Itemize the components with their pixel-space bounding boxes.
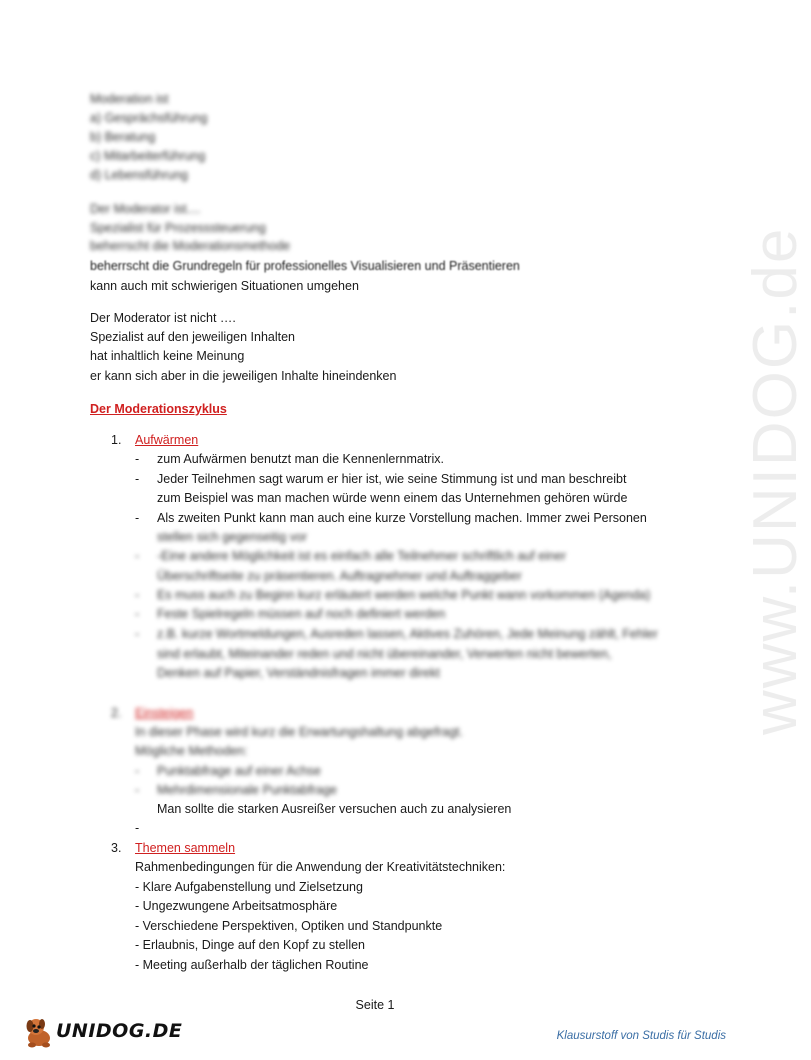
text-line: Rahmenbedingungen für die Anwendung der Kreativitätstechniken: bbox=[135, 860, 506, 874]
list-number: 1. bbox=[111, 433, 122, 447]
logo-text: UNIDOG.DE bbox=[56, 1020, 183, 1042]
text-line: - Verschiedene Perspektiven, Optiken und Standpunkte bbox=[135, 919, 443, 933]
text-line: Man sollte die starken Ausreißer versuchen auch zu analysieren bbox=[157, 802, 512, 816]
text-line: hat inhaltlich keine Meinung bbox=[90, 349, 245, 363]
blurred-text: beherrscht die Moderationsmethode bbox=[90, 239, 291, 253]
blurred-text: sind erlaubt, Miteinander reden und nicht übereinander, Verwerten nicht bewerten, bbox=[157, 647, 612, 661]
blurred-text: In dieser Phase wird kurz die Erwartungshaltung abgefragt. bbox=[135, 725, 463, 739]
text-line: er kann sich aber in die jeweiligen Inhalte hineindenken bbox=[90, 369, 397, 383]
blurred-text: d) Lebensführung bbox=[90, 168, 188, 182]
bullet-dash: - bbox=[135, 821, 140, 835]
blurred-text: Moderation ist bbox=[90, 92, 169, 106]
list-heading: Themen sammeln bbox=[135, 841, 236, 855]
text-line: Spezialist auf den jeweiligen Inhalten bbox=[90, 330, 295, 344]
page-number: Seite 1 bbox=[355, 998, 395, 1012]
watermark bbox=[660, 226, 810, 740]
watermark-text: www.UNIDOG.de bbox=[741, 226, 810, 735]
logo bbox=[22, 1014, 183, 1050]
list-item: zum Beispiel was man machen würde wenn einem das Unternehmen gehören würde bbox=[157, 491, 628, 505]
text-line: - Klare Aufgabenstellung und Zielsetzung bbox=[135, 880, 363, 894]
text-line: - Meeting außerhalb der täglichen Routine bbox=[135, 958, 369, 972]
text-line: - Erlaubnis, Dinge auf den Kopf zu stellen bbox=[135, 938, 365, 952]
blurred-text: Denken auf Papier, Verständnisfragen immer direkt bbox=[157, 666, 440, 680]
blurred-text: z.B. kurze Wortmeldungen, Ausreden lassen, Aktives Zuhören, Jede Meinung zählt, Fehler bbox=[157, 627, 658, 641]
blurred-text: a) Gesprächsführung bbox=[90, 111, 208, 125]
dog-icon bbox=[22, 1014, 58, 1050]
list-number: 2. bbox=[111, 706, 122, 720]
bullet-dash: - bbox=[135, 452, 140, 466]
blurred-text: Mögliche Methoden: bbox=[135, 744, 248, 758]
blurred-text: b) Beratung bbox=[90, 130, 156, 144]
bullet-dash: - bbox=[135, 549, 140, 563]
bullet-dash: - bbox=[135, 472, 140, 486]
text-line: - Ungezwungene Arbeitsatmosphäre bbox=[135, 899, 338, 913]
list-item: Jeder Teilnehmen sagt warum er hier ist, wie seine Stimmung ist und man beschreibt bbox=[157, 472, 627, 486]
bullet-dash: - bbox=[135, 764, 140, 778]
list-item: Als zweiten Punkt kann man auch eine kurze Vorstellung machen. Immer zwei Personen bbox=[157, 511, 647, 525]
bullet-dash: - bbox=[135, 511, 140, 525]
blurred-text: Der Moderator ist.... bbox=[90, 202, 201, 216]
blurred-text: Feste Spielregeln müssen auf noch definiert werden bbox=[157, 607, 446, 621]
blurred-text: Es muss auch zu Beginn kurz erläutert werden welche Punkt wann vorkommen (Agenda) bbox=[157, 588, 651, 602]
bullet-dash: - bbox=[135, 588, 140, 602]
list-number: 3. bbox=[111, 841, 122, 855]
text-line: kann auch mit schwierigen Situationen umgehen bbox=[90, 279, 359, 293]
blurred-text: Mehrdimensionale Punktabfrage bbox=[157, 783, 337, 797]
blurred-text: Spezialist für Prozesssteuerung bbox=[90, 221, 266, 235]
bullet-dash: - bbox=[135, 627, 140, 641]
bullet-dash: - bbox=[135, 783, 140, 797]
footer-tagline: Klausurstoff von Studis für Studis bbox=[556, 1030, 726, 1042]
list-heading: Einsteigen bbox=[135, 706, 194, 720]
bullet-dash: - bbox=[135, 607, 140, 621]
blurred-text: Punktabfrage auf einer Achse bbox=[157, 764, 322, 778]
section-heading: Der Moderationszyklus bbox=[90, 402, 227, 416]
blurred-text: -Eine andere Möglichkeit ist es einfach alle Teilnehmer schriftlich auf einer bbox=[157, 549, 567, 563]
blurred-text: c) Mitarbeiterführung bbox=[90, 149, 206, 163]
list-heading: Aufwärmen bbox=[135, 433, 199, 447]
text-line: beherrscht die Grundregeln für professionelles Visualisieren und Präsentieren bbox=[90, 259, 520, 273]
blurred-text: Überschriftseite zu präsentieren. Auftragnehmer und Auftraggeber bbox=[157, 569, 522, 583]
list-item: zum Aufwärmen benutzt man die Kennenlernmatrix. bbox=[157, 452, 444, 466]
text-line: Der Moderator ist nicht …. bbox=[90, 311, 236, 325]
blurred-text: stellen sich gegenseitig vor bbox=[157, 530, 308, 544]
